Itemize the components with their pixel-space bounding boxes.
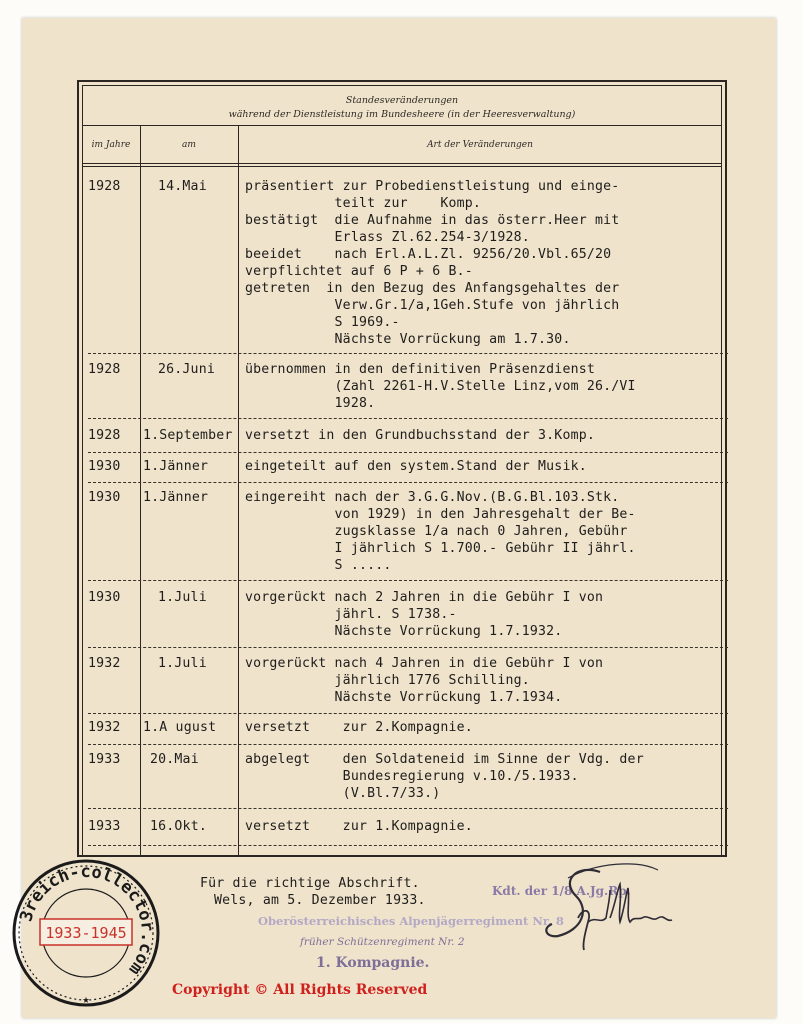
row-change-line: vorgerückt nach 2 Jahren in die Gebühr I von bbox=[245, 590, 604, 605]
row-separator bbox=[88, 845, 728, 846]
row-date: 1.Jänner bbox=[143, 490, 209, 505]
row-change-line: zugsklasse 1/a nach 0 Jahren, Gebühr bbox=[245, 524, 628, 539]
row-change-line: teilt zur Komp. bbox=[245, 196, 482, 211]
row-change-line: S ..... bbox=[245, 558, 392, 573]
row-year: 1932 bbox=[88, 720, 121, 735]
row-change-line: versetzt zur 1.Kompagnie. bbox=[245, 819, 473, 834]
row-change-line: getreten in den Bezug des Anfangsgehaltes der bbox=[245, 281, 620, 296]
stamp-former-regiment: früher Schützenregiment Nr. 2 bbox=[300, 936, 465, 948]
row-change-line: (V.Bl.7/33.) bbox=[245, 786, 441, 801]
row-change-line: Erlass Zl.62.254-3/1928. bbox=[245, 230, 530, 245]
column-header-date: am bbox=[182, 140, 196, 150]
column-divider-date bbox=[238, 125, 239, 857]
row-change-line: jährl. S 1738.- bbox=[245, 607, 457, 622]
row-change-line: beeidet nach Erl.A.L.Zl. 9256/20.Vbl.65/20 bbox=[245, 247, 612, 262]
row-change-line: S 1969.- bbox=[245, 315, 400, 330]
row-change-line: Bundesregierung v.10./5.1933. bbox=[245, 769, 579, 784]
row-date: 20.Mai bbox=[150, 752, 199, 767]
row-date: 14.Mai bbox=[158, 179, 207, 194]
row-change-line: 1928. bbox=[245, 396, 376, 411]
column-header-divider bbox=[82, 163, 722, 164]
signature bbox=[538, 858, 708, 958]
column-header-year: im Jahre bbox=[91, 140, 131, 150]
row-separator bbox=[88, 808, 728, 809]
row-year: 1928 bbox=[88, 428, 121, 443]
place-date-line: Wels, am 5. Dezember 1933. bbox=[214, 893, 426, 908]
row-change-line: vorgerückt nach 4 Jahren in die Gebühr I von bbox=[245, 656, 604, 671]
header-title: Standesveränderungen bbox=[345, 95, 459, 106]
row-date: 1.September bbox=[143, 428, 233, 443]
row-change-line: übernommen in den definitiven Präsenzdienst bbox=[245, 362, 596, 377]
row-change-line: verpflichtet auf 6 P + 6 B.- bbox=[245, 264, 473, 279]
row-year: 1930 bbox=[88, 459, 121, 474]
row-change-line: eingereiht nach der 3.G.G.Nov.(B.G.Bl.103.Stk. bbox=[245, 490, 620, 505]
row-year: 1932 bbox=[88, 656, 121, 671]
row-change-line: abgelegt den Soldateneid im Sinne der Vdg. der bbox=[245, 752, 644, 767]
row-separator bbox=[88, 744, 728, 745]
row-separator bbox=[88, 647, 728, 648]
row-change-line: Verw.Gr.1/a,1Geh.Stufe von jährlich bbox=[245, 298, 620, 313]
row-year: 1928 bbox=[88, 179, 121, 194]
column-divider-year bbox=[140, 125, 141, 857]
signature-text: Spillenau bbox=[598, 947, 641, 957]
seal-years: 1933-1945 bbox=[45, 924, 127, 942]
row-change-line: präsentiert zur Probedienstleistung und einge- bbox=[245, 179, 620, 194]
row-change-line: versetzt zur 2.Kompagnie. bbox=[245, 720, 473, 735]
row-change-line: (Zahl 2261-H.V.Stelle Linz,vom 26./VI bbox=[245, 379, 636, 394]
row-date: 16.Okt. bbox=[150, 819, 207, 834]
row-separator bbox=[88, 580, 728, 581]
row-year: 1933 bbox=[88, 819, 121, 834]
row-date: 1.Juli bbox=[158, 656, 207, 671]
stamp-commander: Kdt. der 1/8 A.Jg.Rp. bbox=[492, 884, 631, 898]
row-change-line: Nächste Vorrückung am 1.7.30. bbox=[245, 332, 571, 347]
row-separator bbox=[88, 353, 728, 354]
stamp-company: 1. Kompagnie. bbox=[316, 955, 430, 971]
row-change-line: Nächste Vorrückung 1.7.1932. bbox=[245, 624, 563, 639]
column-header-change: Art der Veränderungen bbox=[427, 140, 533, 150]
collector-seal bbox=[6, 853, 166, 1013]
row-year: 1930 bbox=[88, 590, 121, 605]
stamp-regiment: Oberösterreichisches Alpenjägerregiment Nr. 8 bbox=[258, 914, 564, 928]
row-separator bbox=[88, 482, 728, 483]
row-change-line: eingeteilt auf den system.Stand der Musik. bbox=[245, 459, 587, 474]
row-change-line: Nächste Vorrückung 1.7.1934. bbox=[245, 690, 563, 705]
star-icon: ★ bbox=[82, 992, 90, 1006]
header-subtitle: während der Dienstleistung im Bundesheere (in der Heeresverwaltung) bbox=[228, 109, 576, 120]
row-date: 26.Juni bbox=[158, 362, 215, 377]
row-date: 1.Juli bbox=[158, 590, 207, 605]
row-change-line: jährlich 1776 Schilling. bbox=[245, 673, 530, 688]
row-change-line: I jährlich S 1.700.- Gebühr II jährl. bbox=[245, 541, 636, 556]
row-separator bbox=[88, 713, 728, 714]
certification-line: Für die richtige Abschrift. bbox=[200, 876, 420, 891]
copyright-notice: Copyright © All Rights Reserved bbox=[172, 982, 428, 998]
row-separator bbox=[88, 418, 728, 419]
row-year: 1928 bbox=[88, 362, 121, 377]
row-change-line: von 1929) in den Jahresgehalt der Be- bbox=[245, 507, 636, 522]
row-year: 1933 bbox=[88, 752, 121, 767]
seal-ring-text: 3reich-collector.com bbox=[16, 861, 158, 979]
row-change-line: versetzt in den Grundbuchsstand der 3.Komp. bbox=[245, 428, 596, 443]
column-header-divider-2 bbox=[82, 166, 722, 167]
row-year: 1930 bbox=[88, 490, 121, 505]
row-separator bbox=[88, 452, 728, 453]
row-date: 1.Jänner bbox=[143, 459, 209, 474]
row-date: 1.A ugust bbox=[143, 720, 217, 735]
row-change-line: bestätigt die Aufnahme in das österr.Heer mit bbox=[245, 213, 620, 228]
header-divider bbox=[82, 125, 722, 126]
